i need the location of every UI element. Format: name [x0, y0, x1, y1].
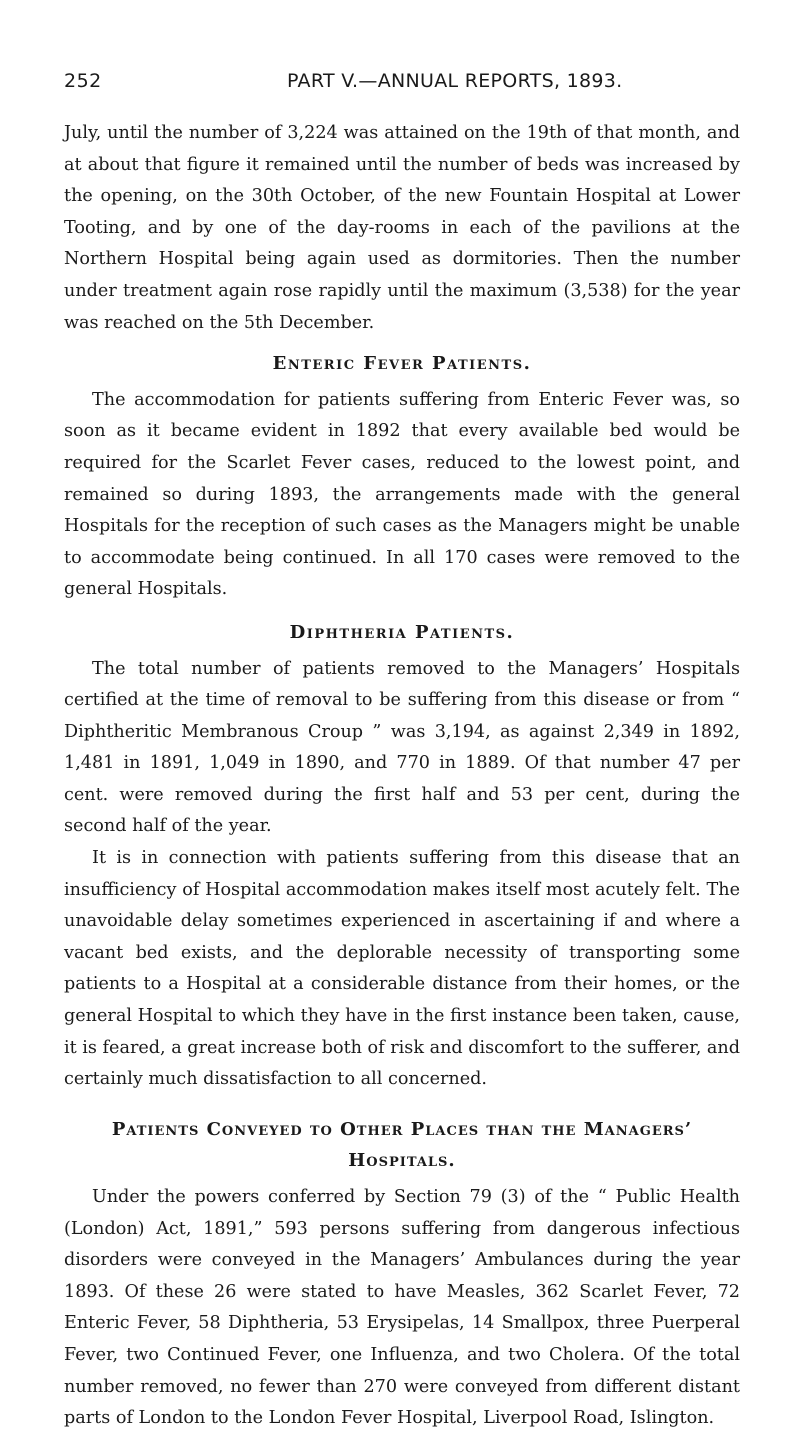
heading-enteric-fever-patients: Enteric Fever Patients.: [272, 353, 532, 375]
running-header: [0, 70, 800, 100]
paragraph-diphtheria-totals: The total number of patients removed to the Managers’ Hospitals certified at the time of removal to be suffering from this disease or from “ Diphtheritic Membranous Croup ” was 3,194, as against 2,349 in 1892, 1,481 in 1891, 1,049 in 1890, and 770 in 1889. Of that number 47 per cent. were removed during the first half and 53 per cent, during the second half of the year.: [64, 658, 740, 837]
paragraph-continued: July, until the number of 3,224 was attained on the 19th of that month, and at about that figure it remained until the number of beds was increased by the opening, on the 30th October, of the new Fountain Hospital at Lower Tooting, and by one of the day-rooms in each of the pavilions at the Northern Hospital being again used as dormitories. Then the number under treatment again rose rapidly until the maximum (3,538) for the year was reached on the 5th December.: [64, 123, 740, 333]
running-header-title: PART V.—ANNUAL REPORTS, 1893.: [287, 70, 623, 92]
paragraph-patients-conveyed: Under the powers conferred by Section 79 (3) of the “ Public Health (London) Act, 1891,” 593 persons suffering from dangerous infectious disorders were conveyed in the Managers’ Ambulances during the year 1893. Of these 26 were stated to have Measles, 362 Scarlet Fever, 72 Enteric Fever, 58 Diphtheria, 53 Erysipelas, 14 Smallpox, three Puerperal Fever, two Continued Fever, one Influenza, and two Cholera. Of the total number removed, no fewer than 270 were conveyed from different distant parts of London to the London Fever Hospital, Liverpool Road, Islington.: [64, 1187, 740, 1429]
body-text: [64, 118, 740, 1435]
paragraph-enteric-fever: The accommodation for patients suffering from Enteric Fever was, so soon as it became evident in 1892 that every available bed would be required for the Scarlet Fever cases, reduced to the lowest point, and remained so during 1893, the arrangements made with the general Hospitals for the reception of such cases as the Managers might be unable to accommodate being continued. In all 170 cases were removed to the general Hospitals.: [64, 389, 740, 600]
page-number: 252: [64, 70, 102, 92]
heading-patients-conveyed: Patients Conveyed to Other Places than the Managers’ Hospitals.: [111, 1118, 693, 1172]
heading-diphtheria-patients: Diphtheria Patients.: [289, 621, 515, 643]
paragraph-diphtheria-accommodation: It is in connection with patients suffering from this disease that an insufficiency of Hospital accommodation makes itself most acutely felt. The unavoidable delay sometimes experienced in ascertaining if and where a vacant bed exists, and the deplorable necessity of transporting some patients to a Hospital at a considerable distance from their homes, or the general Hospital to which they have in the first instance been taken, cause, it is feared, a great increase both of risk and discomfort to the sufferer, and certainly much dissatisfaction to all concerned.: [64, 848, 740, 1090]
